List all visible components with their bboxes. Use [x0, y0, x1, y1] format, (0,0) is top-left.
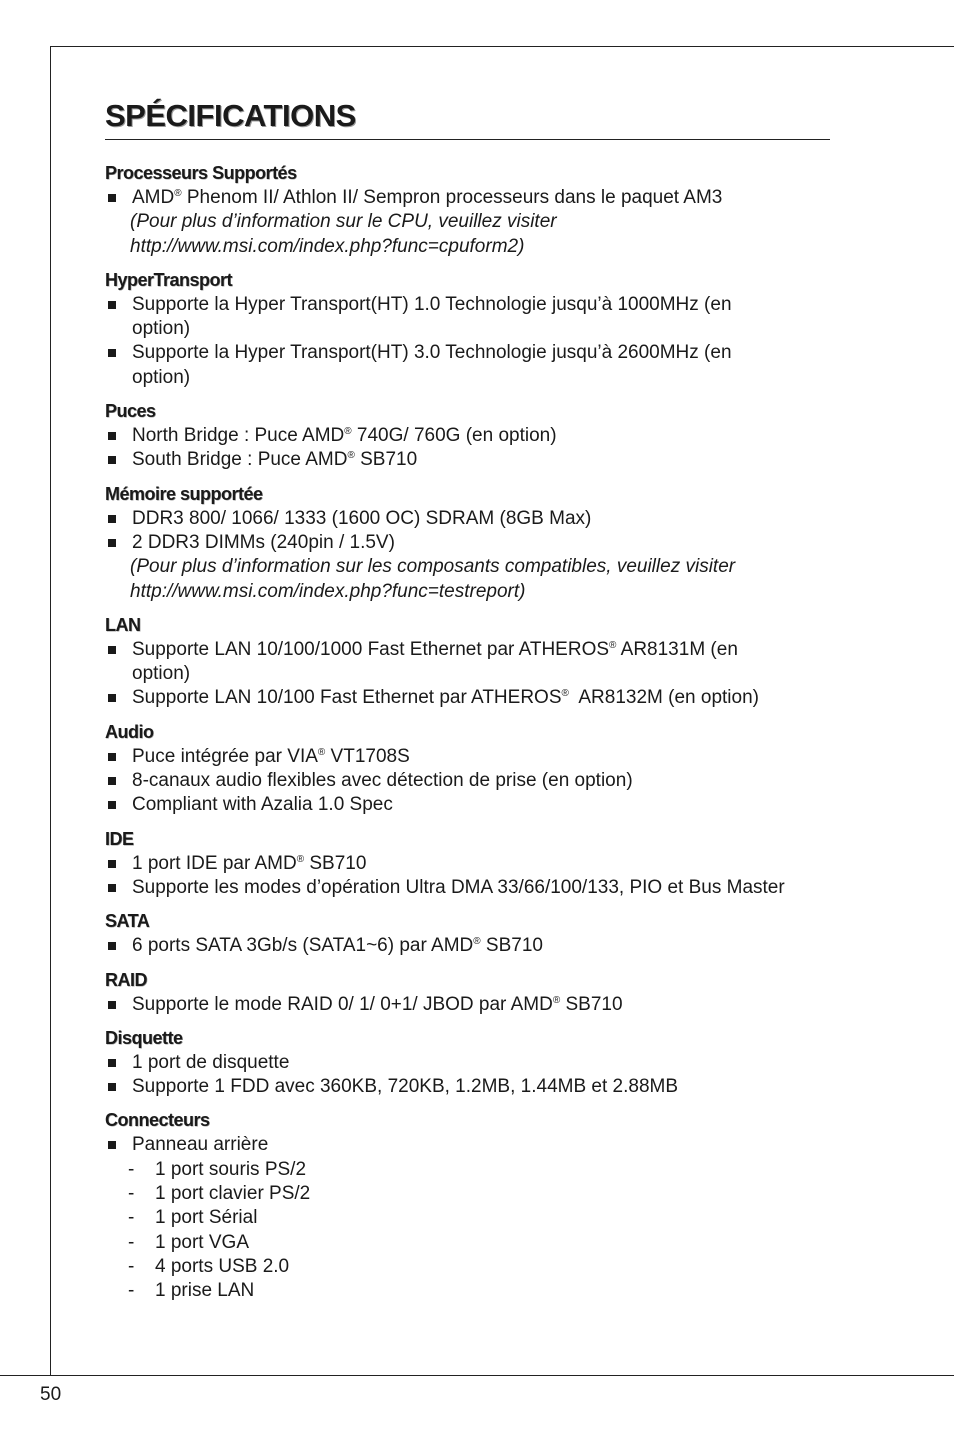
- section-sata: [105, 910, 830, 958]
- page-title: SPÉCIFICATIONS: [105, 98, 356, 133]
- square-bullet-icon: [108, 432, 116, 440]
- cpu-list: [105, 186, 830, 210]
- list-item: AMD® Phenom II/ Athlon II/ Sempron processeurs dans le paquet AM3: [105, 186, 830, 210]
- list-item: Supporte LAN 10/100 Fast Ethernet par ATHEROS® AR8132M (en option): [105, 686, 830, 710]
- section-heading-audio: Audio: [105, 721, 154, 742]
- section-heading-connectors: Connecteurs: [105, 1110, 210, 1131]
- list-item: 1 port de disquette: [105, 1051, 830, 1075]
- section-heading-chipset: Puces: [105, 401, 156, 422]
- page-frame-left-rule: [50, 46, 51, 1376]
- sub-list-item: - 1 port Sérial: [105, 1206, 830, 1230]
- square-bullet-icon: [108, 1141, 116, 1149]
- section-heading-ide: IDE: [105, 828, 134, 849]
- page-number: 50: [40, 1384, 62, 1405]
- audio-list: [105, 745, 830, 818]
- section-connectors: [105, 1109, 830, 1303]
- sub-list-item: - 4 ports USB 2.0: [105, 1255, 830, 1279]
- dash-marker: -: [128, 1158, 135, 1180]
- section-floppy: [105, 1027, 830, 1100]
- list-item: 2 DDR3 DIMMs (240pin / 1.5V): [105, 531, 830, 555]
- square-bullet-icon: [108, 942, 116, 950]
- square-bullet-icon: [108, 694, 116, 702]
- list-item: 8-canaux audio flexibles avec détection de prise (en option): [105, 769, 830, 793]
- lan-list: [105, 638, 830, 711]
- list-item: Supporte 1 FDD avec 360KB, 720KB, 1.2MB, 1.44MB et 2.88MB: [105, 1075, 830, 1099]
- section-raid: [105, 969, 830, 1017]
- section-heading-sata: SATA: [105, 911, 150, 932]
- list-item: Supporte le mode RAID 0/ 1/ 0+1/ JBOD par AMD® SB710: [105, 993, 830, 1017]
- square-bullet-icon: [108, 860, 116, 868]
- sub-list-item: - 1 prise LAN: [105, 1279, 830, 1303]
- section-heading-raid: RAID: [105, 969, 147, 990]
- square-bullet-icon: [108, 194, 116, 202]
- page-content: [105, 96, 830, 1314]
- ide-list: [105, 852, 830, 901]
- square-bullet-icon: [108, 301, 116, 309]
- floppy-list: [105, 1051, 830, 1100]
- raid-list: [105, 993, 830, 1017]
- memory-note: (Pour plus d’information sur les composants compatibles, veuillez visiter http://www.msi.com/index.php?func=testreport): [105, 555, 830, 604]
- dash-marker: -: [128, 1183, 135, 1205]
- square-bullet-icon: [108, 1083, 116, 1091]
- square-bullet-icon: [108, 1059, 116, 1067]
- square-bullet-icon: [108, 884, 116, 892]
- list-item: South Bridge : Puce AMD® SB710: [105, 448, 830, 472]
- section-hypertransport: [105, 269, 830, 390]
- square-bullet-icon: [108, 456, 116, 464]
- section-heading-lan: LAN: [105, 614, 141, 635]
- list-item: Puce intégrée par VIA® VT1708S: [105, 745, 830, 769]
- list-item: Supporte la Hyper Transport(HT) 3.0 Technologie jusqu’à 2600MHz (en option): [105, 341, 830, 390]
- square-bullet-icon: [108, 753, 116, 761]
- list-item: 1 port IDE par AMD® SB710: [105, 852, 830, 876]
- section-memory: [105, 483, 830, 604]
- connectors-list: [105, 1133, 830, 1157]
- sub-list-item: - 1 port clavier PS/2: [105, 1182, 830, 1206]
- list-item: Panneau arrière: [105, 1133, 830, 1157]
- list-item: Compliant with Azalia 1.0 Spec: [105, 793, 830, 817]
- square-bullet-icon: [108, 349, 116, 357]
- page-frame-top-rule: [50, 46, 954, 47]
- square-bullet-icon: [108, 777, 116, 785]
- list-item: 6 ports SATA 3Gb/s (SATA1~6) par AMD® SB710: [105, 934, 830, 958]
- list-item: DDR3 800/ 1066/ 1333 (1600 OC) SDRAM (8GB Max): [105, 507, 830, 531]
- hypertransport-list: [105, 293, 830, 390]
- square-bullet-icon: [108, 515, 116, 523]
- sub-list-item: - 1 port VGA: [105, 1231, 830, 1255]
- title-underline: [105, 139, 830, 140]
- section-heading-hypertransport: HyperTransport: [105, 269, 233, 290]
- dash-marker: -: [128, 1255, 135, 1277]
- list-item: Supporte les modes d’opération Ultra DMA 33/66/100/133, PIO et Bus Master: [105, 876, 830, 900]
- list-item: North Bridge : Puce AMD® 740G/ 760G (en option): [105, 424, 830, 448]
- cpu-link: http://www.msi.com/index.php?func=cpuform2): [130, 235, 525, 257]
- section-heading-floppy: Disquette: [105, 1027, 183, 1048]
- list-item: Supporte la Hyper Transport(HT) 1.0 Technologie jusqu’à 1000MHz (en option): [105, 293, 830, 342]
- section-cpu: [105, 162, 830, 259]
- dash-marker: -: [128, 1280, 135, 1302]
- square-bullet-icon: [108, 1001, 116, 1009]
- dash-marker: -: [128, 1231, 135, 1253]
- section-chipset: [105, 400, 830, 473]
- sata-list: [105, 934, 830, 958]
- memory-list: [105, 507, 830, 556]
- list-item: Supporte LAN 10/100/1000 Fast Ethernet par ATHEROS® AR8131M (en option): [105, 638, 830, 687]
- section-ide: [105, 828, 830, 901]
- sub-list-item: - 1 port souris PS/2: [105, 1158, 830, 1182]
- page-frame-bottom-rule: [0, 1375, 954, 1376]
- memory-link: http://www.msi.com/index.php?func=testreport): [130, 580, 526, 602]
- section-audio: [105, 721, 830, 818]
- section-heading-memory: Mémoire supportée: [105, 483, 263, 504]
- section-lan: [105, 614, 830, 711]
- dash-marker: -: [128, 1207, 135, 1229]
- square-bullet-icon: [108, 801, 116, 809]
- square-bullet-icon: [108, 646, 116, 654]
- cpu-note: (Pour plus d’information sur le CPU, veuillez visiter http://www.msi.com/index.php?func=cpuform2): [105, 210, 830, 259]
- square-bullet-icon: [108, 539, 116, 547]
- chipset-list: [105, 424, 830, 473]
- section-heading-cpu: Processeurs Supportés: [105, 163, 297, 183]
